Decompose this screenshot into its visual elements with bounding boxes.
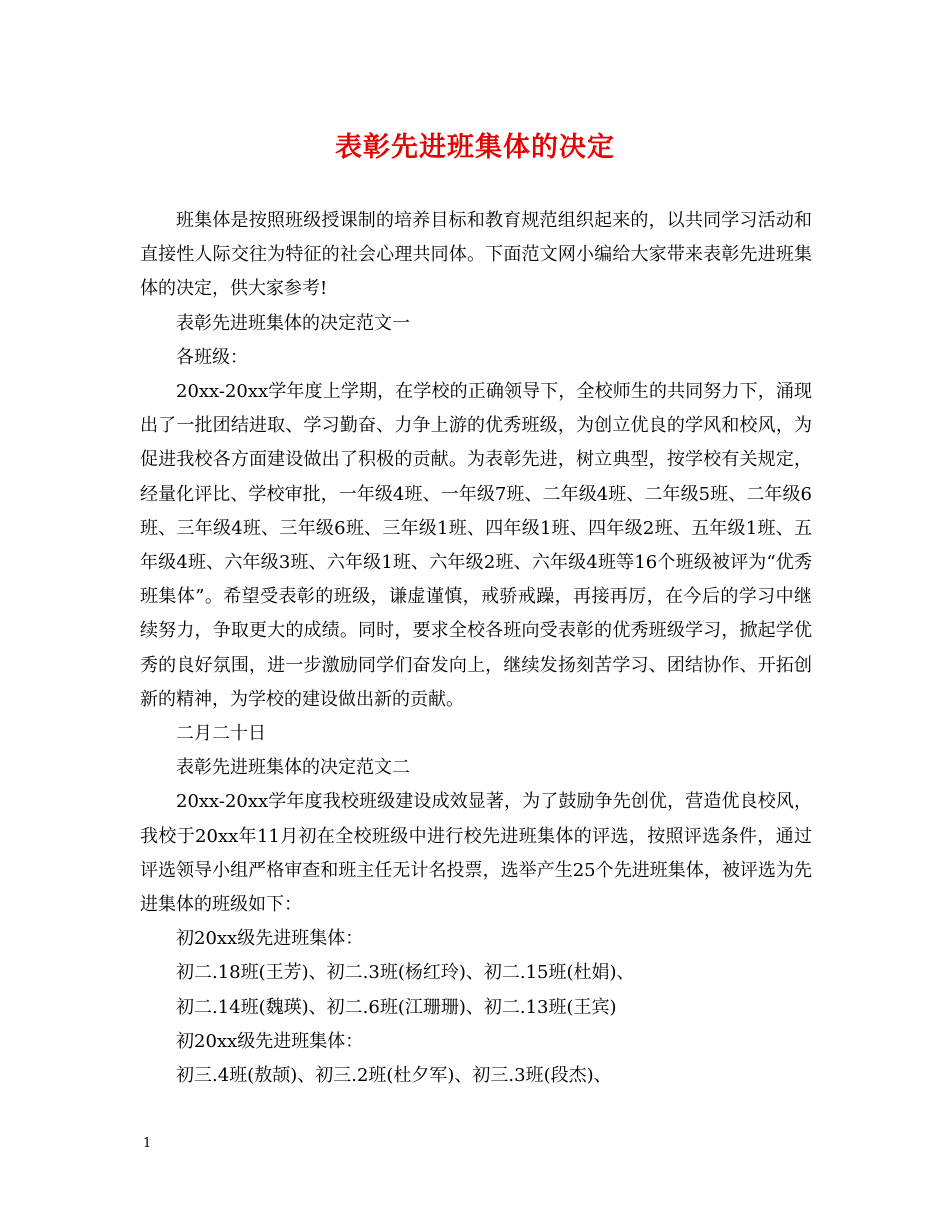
- paragraph-sample-one-body: 20xx-20xx学年度上学期，在学校的正确领导下，全校师生的共同努力下，涌现出了一批团结进取、学习勤奋、力争上游的优秀班级，为创立优良的学风和校风，为促进我校各方面建设做出了积极的贡献。为表彰先进，树立典型，按学校有关规定，经量化评比、学校审批，一年级4班、一年级7班、二年级4班、二年级5班、二年级6班、三年级4班、三年级6班、三年级1班、四年级1班、四年级2班、五年级1班、五年级4班、六年级3班、六年级1班、六年级2班、六年级4班等16个班级被评为“优秀班集体”。希望受表彰的班级，谦虚谨慎，戒骄戒躁，再接再厉，在今后的学习中继续努力，争取更大的成绩。同时，要求全校各班向受表彰的优秀班级学习，掀起学优秀的良好氛围，进一步激励同学们奋发向上，继续发扬刻苦学习、团结协作、开拓创新的精神，为学校的建设做出新的贡献。: [140, 381, 812, 710]
- paragraph-date: 二月二十日: [176, 723, 266, 745]
- paragraph-intro: 班集体是按照班级授课制的培养目标和教育规范组织起来的，以共同学习活动和直接性人际交往为特征的社会心理共同体。下面范文网小编给大家带来表彰先进班集体的决定，供大家参考!: [140, 210, 812, 300]
- paragraph-sample-two-heading: 表彰先进班集体的决定范文二: [176, 757, 410, 779]
- paragraph-class-list-2: 初二.14班(魏瑛)、初二.6班(江珊珊)、初二.13班(王宾): [176, 996, 617, 1018]
- paragraph-salutation: 各班级：: [176, 346, 248, 368]
- paragraph-class-list-3: 初三.4班(敖颉)、初三.2班(杜夕军)、初三.3班(段杰)、: [176, 1065, 612, 1087]
- paragraph-class-list-1: 初二.18班(王芳)、初二.3班(杨红玲)、初二.15班(杜娟)、: [176, 962, 635, 984]
- document-body: [140, 204, 812, 1093]
- document-title: 表彰先进班集体的决定: [335, 132, 615, 163]
- page-number: 1: [143, 1136, 152, 1151]
- paragraph-grade-heading-2: 初20xx级先进班集体：: [176, 1030, 364, 1052]
- paragraph-grade-heading-1: 初20xx级先进班集体：: [176, 928, 364, 950]
- paragraph-sample-two-body: 20xx-20xx学年度我校班级建设成效显著，为了鼓励争先创优，营造优良校风，我校于20xx年11月初在全校班级中进行校先进班集体的评选，按照评选条件，通过评选领导小组严格审查和班主任无计名投票，选举产生25个先进班集体，被评选为先进集体的班级如下：: [140, 791, 812, 916]
- paragraph-sample-one-heading: 表彰先进班集体的决定范文一: [176, 312, 410, 334]
